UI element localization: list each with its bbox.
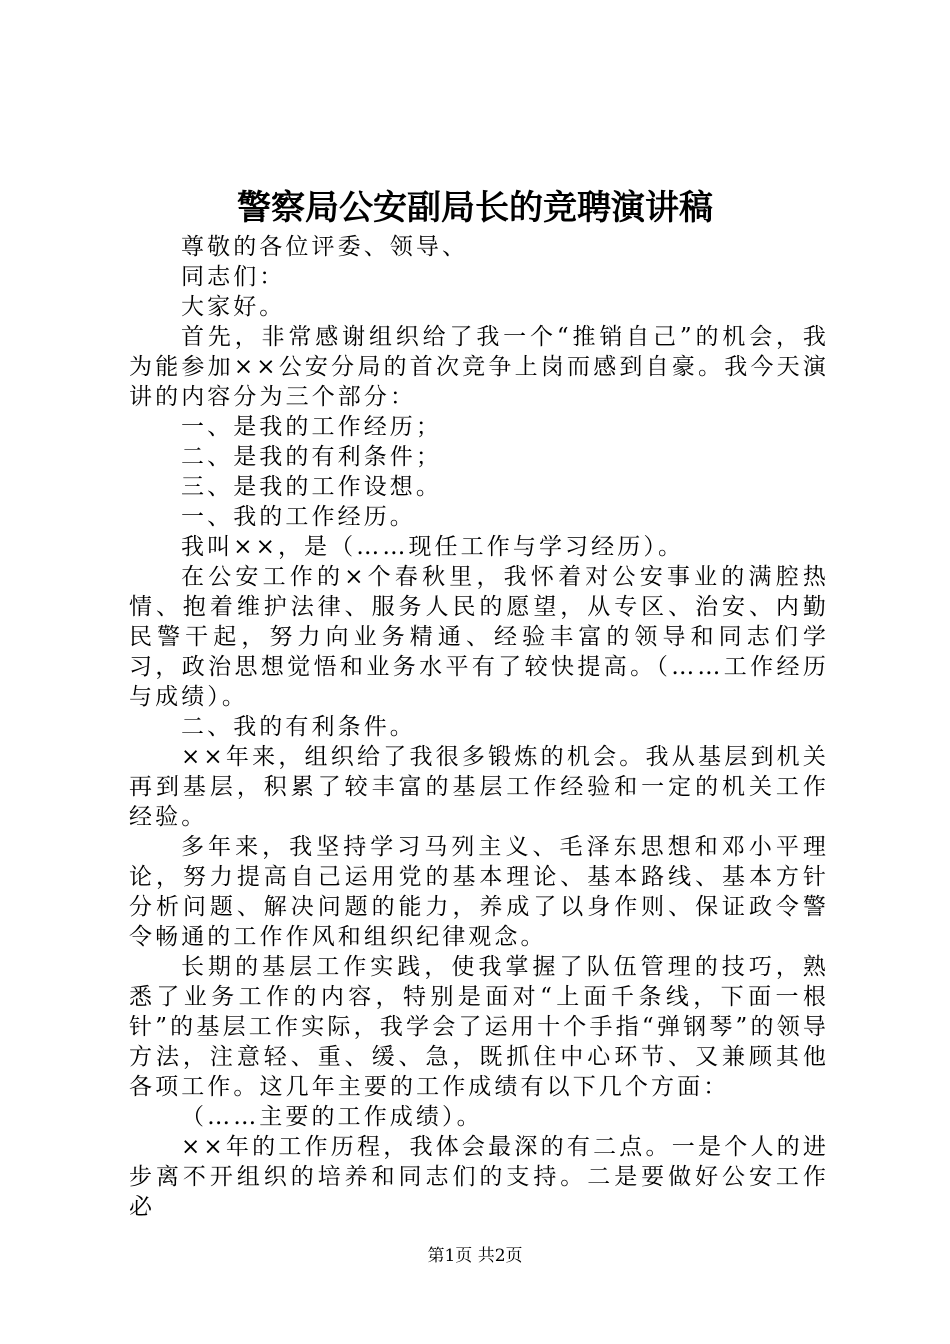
paragraph: 一、是我的工作经历； — [181, 414, 442, 440]
paragraph: 尊敬的各位评委、领导、 — [181, 234, 469, 260]
paragraph: 我叫××，是（……现任工作与学习经历）。 — [181, 534, 685, 560]
paragraph: 首先，非常感谢组织给了我一个“推销自己”的机会，我为能参加××公安分局的首次竞争上岗而感到自豪。我今天演讲的内容分为三个部分： — [129, 324, 829, 410]
paragraph: 多年来，我坚持学习马列主义、毛泽东思想和邓小平理论，努力提高自己运用党的基本理论、基本路线、基本方针分析问题、解决问题的能力，养成了以身作则、保证政令警令畅通的工作作风和组织纪律观念。 — [129, 834, 829, 950]
paragraph: 二、是我的有利条件； — [181, 444, 442, 470]
document-body — [129, 232, 829, 1222]
paragraph: ××年的工作历程，我体会最深的有二点。一是个人的进步离不开组织的培养和同志们的支持。二是要做好公安工作必 — [129, 1134, 829, 1220]
paragraph: 一、我的工作经历。 — [181, 504, 416, 530]
paragraph: ××年来，组织给了我很多锻炼的机会。我从基层到机关再到基层，积累了较丰富的基层工作经验和一定的机关工作经验。 — [129, 744, 829, 830]
paragraph: 二、我的有利条件。 — [181, 714, 416, 740]
paragraph: 大家好。 — [181, 294, 286, 320]
paragraph: 同志们： — [181, 264, 286, 290]
paragraph: 三、是我的工作设想。 — [181, 474, 442, 500]
paragraph: 在公安工作的×个春秋里，我怀着对公安事业的满腔热情、抱着维护法律、服务人民的愿望，从专区、治安、内勤民警干起，努力向业务精通、经验丰富的领导和同志们学习，政治思想觉悟和业务水平有了较快提高。（……工作经历与成绩）。 — [129, 564, 829, 710]
paragraph: （……主要的工作成绩）。 — [181, 1104, 483, 1130]
paragraph: 长期的基层工作实践，使我掌握了队伍管理的技巧，熟悉了业务工作的内容，特别是面对“上面千条线，下面一根针”的基层工作实际，我学会了运用十个手指“弹钢琴”的领导方法，注意轻、重、缓、急，既抓住中心环节、又兼顾其他各项工作。这几年主要的工作成绩有以下几个方面： — [129, 954, 829, 1100]
page-number-footer: 第1页 共2页 — [427, 1246, 523, 1266]
document-title: 警察局公安副局长的竞聘演讲稿 — [237, 188, 713, 228]
